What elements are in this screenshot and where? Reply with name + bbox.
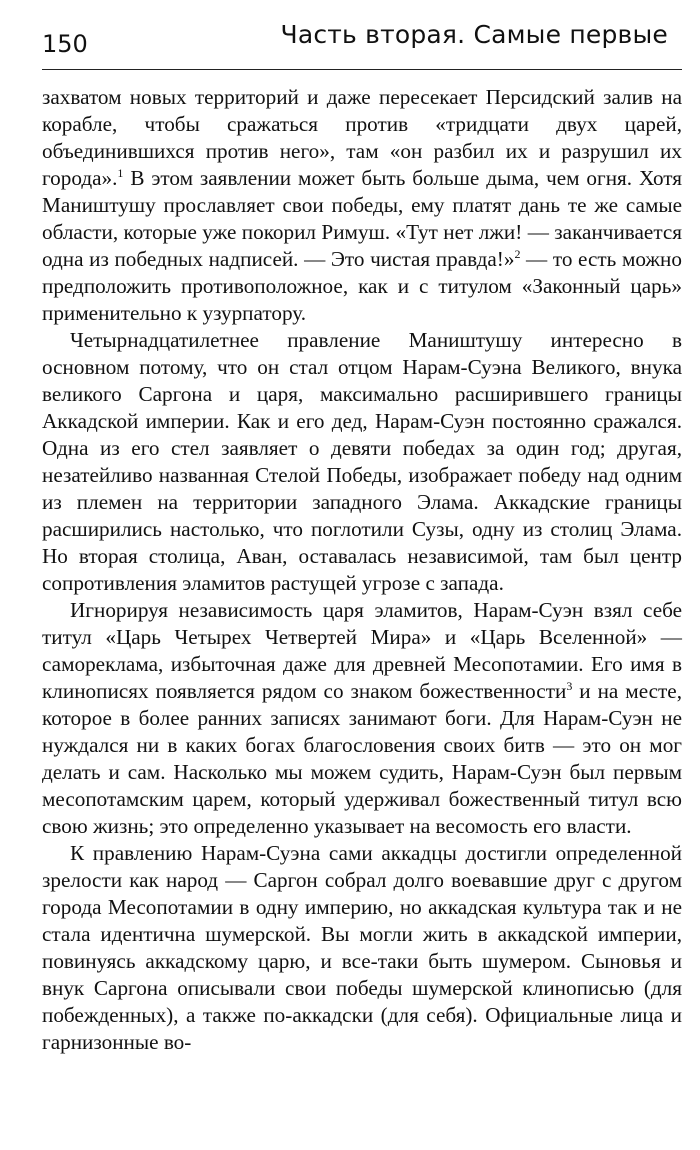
paragraph-1 xyxy=(42,84,682,327)
page-number: 150 xyxy=(42,30,88,58)
paragraph-1-part-a: захватом новых территорий и даже пересекает Персидский залив на корабле, чтобы сражаться против «тридцати двух царей, объединившихся против него», там «он разбил их и разрушил их города». xyxy=(42,85,682,190)
paragraph-1-part-b: В этом заявлении может быть больше дыма, чем огня. Хотя Маништушу прославляет свои победы, ему платят дань те же самые области, которые уже покорил Римуш. «Тут нет лжи! — заканчивается одна из победных надписей. — Это чистая правда!» xyxy=(42,166,682,271)
paragraph-3-part-a: Игнорируя независимость царя эламитов, Нарам-Суэн взял себе титул «Царь Четырех Четвертей Мира» и «Царь Вселенной» — самореклама, избыточная даже для древней Месопотамии. Его имя в клинописях появляется рядом со знаком божественности xyxy=(42,598,682,703)
paragraph-4: К правлению Нарам-Суэна сами аккадцы достигли определенной зрелости как народ — Саргон собрал долго воевавшие друг с другом города Месопотамии в одну империю, но аккадская культура так и не стала идентична шумерской. Вы могли жить в аккадской империи, повинуясь аккадскому царю, и все-таки быть шумером. Сыновья и внук Саргона описывали свои победы шумерской клинописью (для побежденных), а также по-аккадски (для себя). Официальные лица и гарнизонные во- xyxy=(42,841,682,1054)
footnote-ref-1: 1 xyxy=(117,165,124,180)
body-text xyxy=(42,84,682,1056)
paragraph-3-part-b: и на месте, которое в более ранних записях занимают боги. Для Нарам-Суэн не нуждался ни в каких богах благословения своих битв — это он мог делать и сам. Насколько мы можем судить, Нарам-Суэн был первым месопотамским царем, который удерживал божественный титул всю свою жизнь; это определенно указывает на весомость его власти. xyxy=(42,679,682,838)
paragraph-2: Четырнадцатилетнее правление Маништушу интересно в основном потому, что он стал отцом Нарам-Суэна Великого, внука великого Саргона и царя, максимально расширившего границы Аккадской империи. Как и его дед, Нарам-Суэн постоянно сражался. Одна из его стел заявляет о девяти победах за один год; другая, незатейливо названная Стелой Победы, изображает победу над одним из племен на территории западного Элама. Аккадские границы расширились настолько, что поглотили Сузы, одну из столиц Элама. Но вторая столица, Аван, оставалась независимой, там был центр сопротивления эламитов растущей угрозе с запада. xyxy=(42,328,682,595)
running-title: Часть вторая. Самые первые xyxy=(280,20,668,49)
paragraph-1-part-c: — то есть можно предположить противоположное, как и с титулом «Законный царь» применительно к узурпатору. xyxy=(42,247,682,325)
header-rule xyxy=(42,69,682,70)
footnote-ref-3: 3 xyxy=(566,678,573,693)
paragraph-3 xyxy=(42,597,682,840)
page-header xyxy=(42,16,682,66)
footnote-ref-2: 2 xyxy=(514,246,521,261)
